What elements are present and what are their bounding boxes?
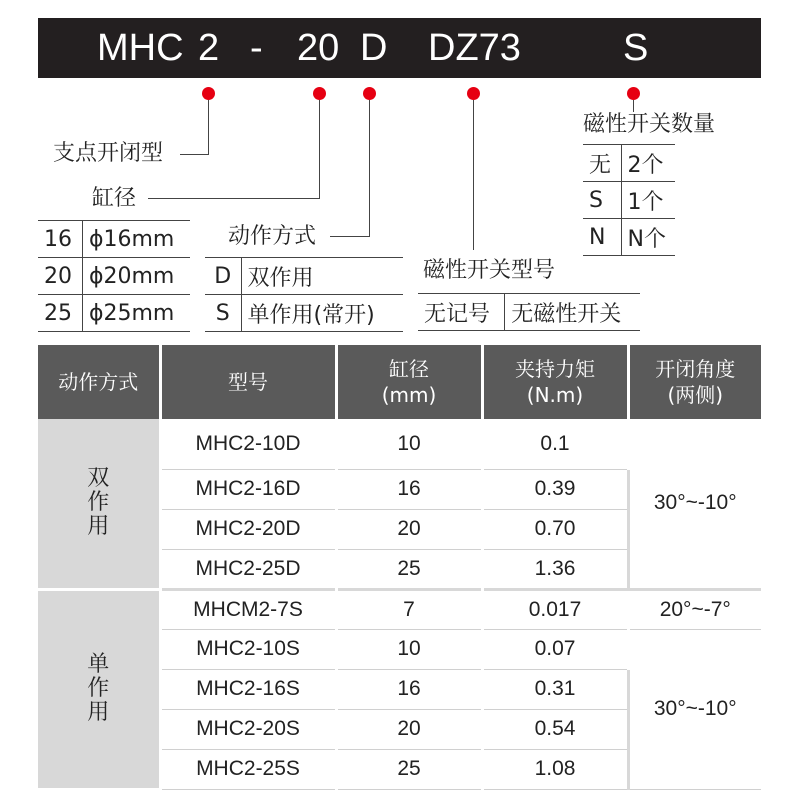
cell-bore: 20 [336, 709, 482, 749]
action-options-table [205, 257, 403, 332]
cell-model: MHC2-20S [160, 709, 336, 749]
cell-angle: 20°~-7° [628, 589, 761, 629]
cell-torque: 0.017 [482, 589, 628, 629]
cell-model: MHC2-16D [160, 469, 336, 509]
cell-model: MHC2-10S [160, 629, 336, 669]
cell-model: MHC2-25D [160, 549, 336, 589]
switch-count-value: 1个 [621, 182, 675, 219]
action-option-row [205, 258, 403, 295]
cell-torque: 1.08 [482, 749, 628, 789]
label-bore: 缸径 [92, 186, 137, 211]
cell-torque: 0.54 [482, 709, 628, 749]
switch-count-value: 2个 [621, 145, 675, 182]
leader-line [369, 100, 370, 237]
code-action: D [360, 27, 388, 69]
cell-torque: 0.31 [482, 669, 628, 709]
header-torque: 夹持力矩 (N.m) [482, 345, 628, 419]
bore-code: 20 [38, 258, 82, 295]
cell-angle: 30°~-10° [628, 419, 761, 589]
dot-bore-icon [313, 87, 326, 100]
action-value: 双作用 [241, 258, 403, 295]
cell-bore: 10 [336, 419, 482, 469]
switch-count-code: 无 [583, 145, 621, 182]
leader-line [633, 100, 634, 112]
header-action-mode: 动作方式 [38, 345, 160, 419]
leader-line [319, 100, 320, 199]
bore-value: ϕ20mm [82, 258, 190, 295]
code-bore: 20 [297, 27, 340, 69]
cell-model: MHC2-16S [160, 669, 336, 709]
table-row [38, 419, 761, 469]
header-bore: 缸径 (mm) [336, 345, 482, 419]
bore-option-row [38, 295, 190, 332]
leader-line [330, 236, 370, 237]
table-row [38, 589, 761, 629]
label-fulcrum-type: 支点开闭型 [53, 141, 164, 166]
switch-model-code: 无记号 [418, 294, 505, 331]
code-series: MHC [97, 27, 184, 69]
dot-fulcrum-icon [202, 87, 215, 100]
bore-option-row [38, 221, 190, 258]
bore-code: 16 [38, 221, 82, 258]
switch-count-value: N个 [621, 219, 675, 256]
header-angle: 开闭角度 (两侧) [628, 345, 761, 419]
group-double-acting: 双作用 [38, 419, 160, 589]
code-fulcrum: 2 [198, 27, 220, 69]
cell-angle: 30°~-10° [628, 629, 761, 789]
group-single-acting: 单作用 [38, 589, 160, 789]
action-code: S [205, 295, 241, 332]
code-switch-count: S [623, 27, 649, 69]
switch-count-code: N [583, 219, 621, 256]
dot-action-icon [363, 87, 376, 100]
dot-switch-model-icon [467, 87, 480, 100]
leader-line [473, 100, 474, 250]
cell-torque: 0.1 [482, 419, 628, 469]
leader-line [208, 100, 209, 155]
bore-code: 25 [38, 295, 82, 332]
code-dash: - [250, 27, 263, 69]
cell-model: MHC2-20D [160, 509, 336, 549]
code-switch-model: DZ73 [428, 27, 521, 69]
cell-bore: 16 [336, 669, 482, 709]
action-value: 单作用(常开) [241, 295, 403, 332]
spec-table [38, 345, 761, 791]
switch-count-code: S [583, 182, 621, 219]
switch-count-row [583, 145, 675, 182]
cell-torque: 0.39 [482, 469, 628, 509]
action-option-row [205, 295, 403, 332]
header-model: 型号 [160, 345, 336, 419]
cell-bore: 10 [336, 629, 482, 669]
dot-switch-count-icon [627, 87, 640, 100]
cell-model: MHC2-25S [160, 749, 336, 789]
bore-option-row [38, 258, 190, 295]
action-code: D [205, 258, 241, 295]
cell-torque: 0.70 [482, 509, 628, 549]
label-switch-model: 磁性开关型号 [423, 258, 556, 283]
cell-torque: 1.36 [482, 549, 628, 589]
bore-options-table [38, 220, 190, 332]
cell-bore: 7 [336, 589, 482, 629]
switch-count-row [583, 182, 675, 219]
switch-model-table [418, 293, 640, 331]
cell-model: MHC2-10D [160, 419, 336, 469]
cell-torque: 0.07 [482, 629, 628, 669]
leader-line [148, 198, 320, 199]
cell-bore: 20 [336, 509, 482, 549]
label-action-mode: 动作方式 [228, 224, 317, 249]
cell-bore: 25 [336, 549, 482, 589]
cell-bore: 16 [336, 469, 482, 509]
cell-model: MHCM2-7S [160, 589, 336, 629]
bore-value: ϕ25mm [82, 295, 190, 332]
switch-count-table [583, 144, 675, 256]
switch-model-row [418, 294, 640, 331]
switch-model-value: 无磁性开关 [505, 294, 640, 331]
leader-line [180, 154, 209, 155]
cell-bore: 25 [336, 749, 482, 789]
label-switch-count: 磁性开关数量 [583, 112, 716, 137]
bore-value: ϕ16mm [82, 221, 190, 258]
spec-header-row [38, 345, 761, 419]
switch-count-row [583, 219, 675, 256]
